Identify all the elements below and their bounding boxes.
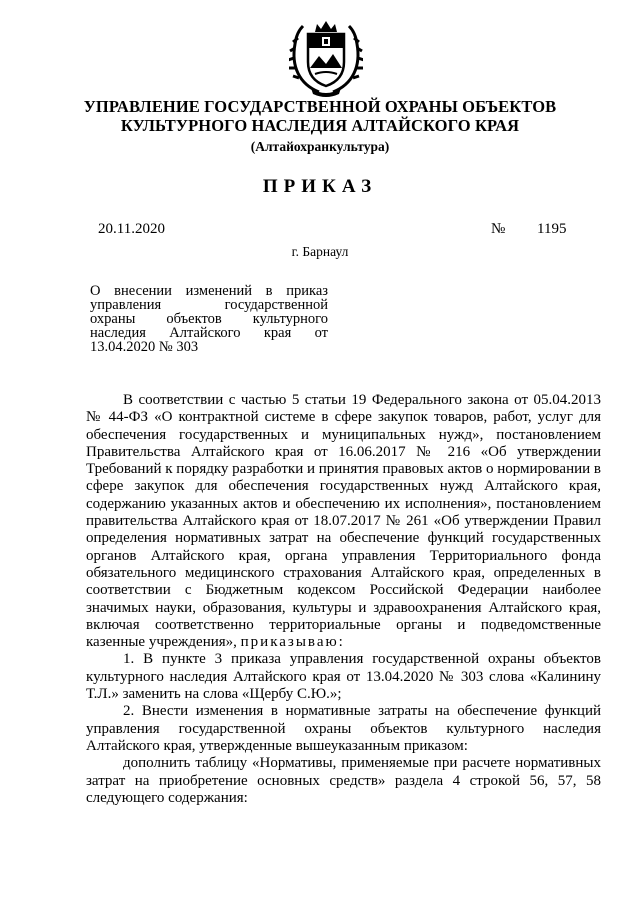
document-number: 1195 bbox=[537, 221, 567, 237]
number-label: № bbox=[491, 221, 506, 237]
item-2-detail-paragraph: дополнить таблицу «Нормативы, применяемые при расчете нормативных затрат на приобретение основных средств» раздела 4 строкой 56, 57, 58 следующего содержания: bbox=[86, 755, 601, 806]
preamble-paragraph bbox=[86, 392, 601, 651]
subject-line: управления государственной bbox=[90, 297, 328, 313]
subject-line: охраны объектов культурного bbox=[90, 311, 328, 327]
preamble-text: В соответствии с частью 5 статьи 19 Федерального закона от 05.04.2013 № 44-ФЗ «О контрактной системе в сфере закупок товаров, работ, услуг для обеспечения государственных и муниципальных нужд», постановлением Правительства Алтайского края от 16.06.2017 № 216 «Об утверждении Требований к порядку разработки и принятия правовых актов о нормировании в сфере закупок для обеспечения государственных нужд Алтайского края, содержанию указанных актов и обеспечению их исполнения», постановлением правительства Алтайского края от 18.07.2017 № 261 «Об утверждении Правил определения нормативных затрат на обеспечение функций государственных органов Алтайского края, органа управления Территориального фонда обязательного медицинского страхования Алтайского края, определенных в соответствии с Бюджетным кодексом Российской Федерации наиболее значимых науки, образования, культуры и здравоохранения Алтайского края, включая соответственно территориальные органы и подведомственные казенные учреждения», bbox=[86, 392, 602, 651]
org-name-line1: УПРАВЛЕНИЕ ГОСУДАРСТВЕННОЙ ОХРАНЫ ОБЪЕКТОВ bbox=[83, 97, 557, 116]
item-2-paragraph: 2. Внести изменения в нормативные затраты на обеспечение функций управления государственной охраны объектов культурного наследия Алтайского края, утвержденные вышеуказанным приказом: bbox=[86, 703, 601, 754]
subject-line: О внесении изменений в приказ bbox=[90, 283, 328, 299]
org-name-line2: КУЛЬТУРНОГО НАСЛЕДИЯ АЛТАЙСКОГО КРАЯ bbox=[120, 116, 520, 135]
subject-line: 13.04.2020 № 303 bbox=[90, 339, 199, 355]
subject-line: наследия Алтайского края от bbox=[90, 325, 328, 341]
document-city: г. Барнаул bbox=[291, 244, 349, 259]
order-word: приказываю: bbox=[240, 634, 345, 651]
document-type-title: ПРИКАЗ bbox=[262, 176, 378, 197]
document-date: 20.11.2020 bbox=[98, 221, 165, 237]
coat-of-arms-icon bbox=[289, 18, 363, 98]
document-body bbox=[86, 392, 601, 807]
item-1-paragraph: 1. В пункте 3 приказа управления государственной охраны объектов культурного наследия Алтайского края от 13.04.2020 № 303 слова «Калинину Т.Л.» заменить на слова «Щербу С.Ю.»; bbox=[86, 651, 601, 703]
org-short-name: (Алтайохранкультура) bbox=[250, 139, 390, 154]
document-subject bbox=[90, 284, 328, 354]
